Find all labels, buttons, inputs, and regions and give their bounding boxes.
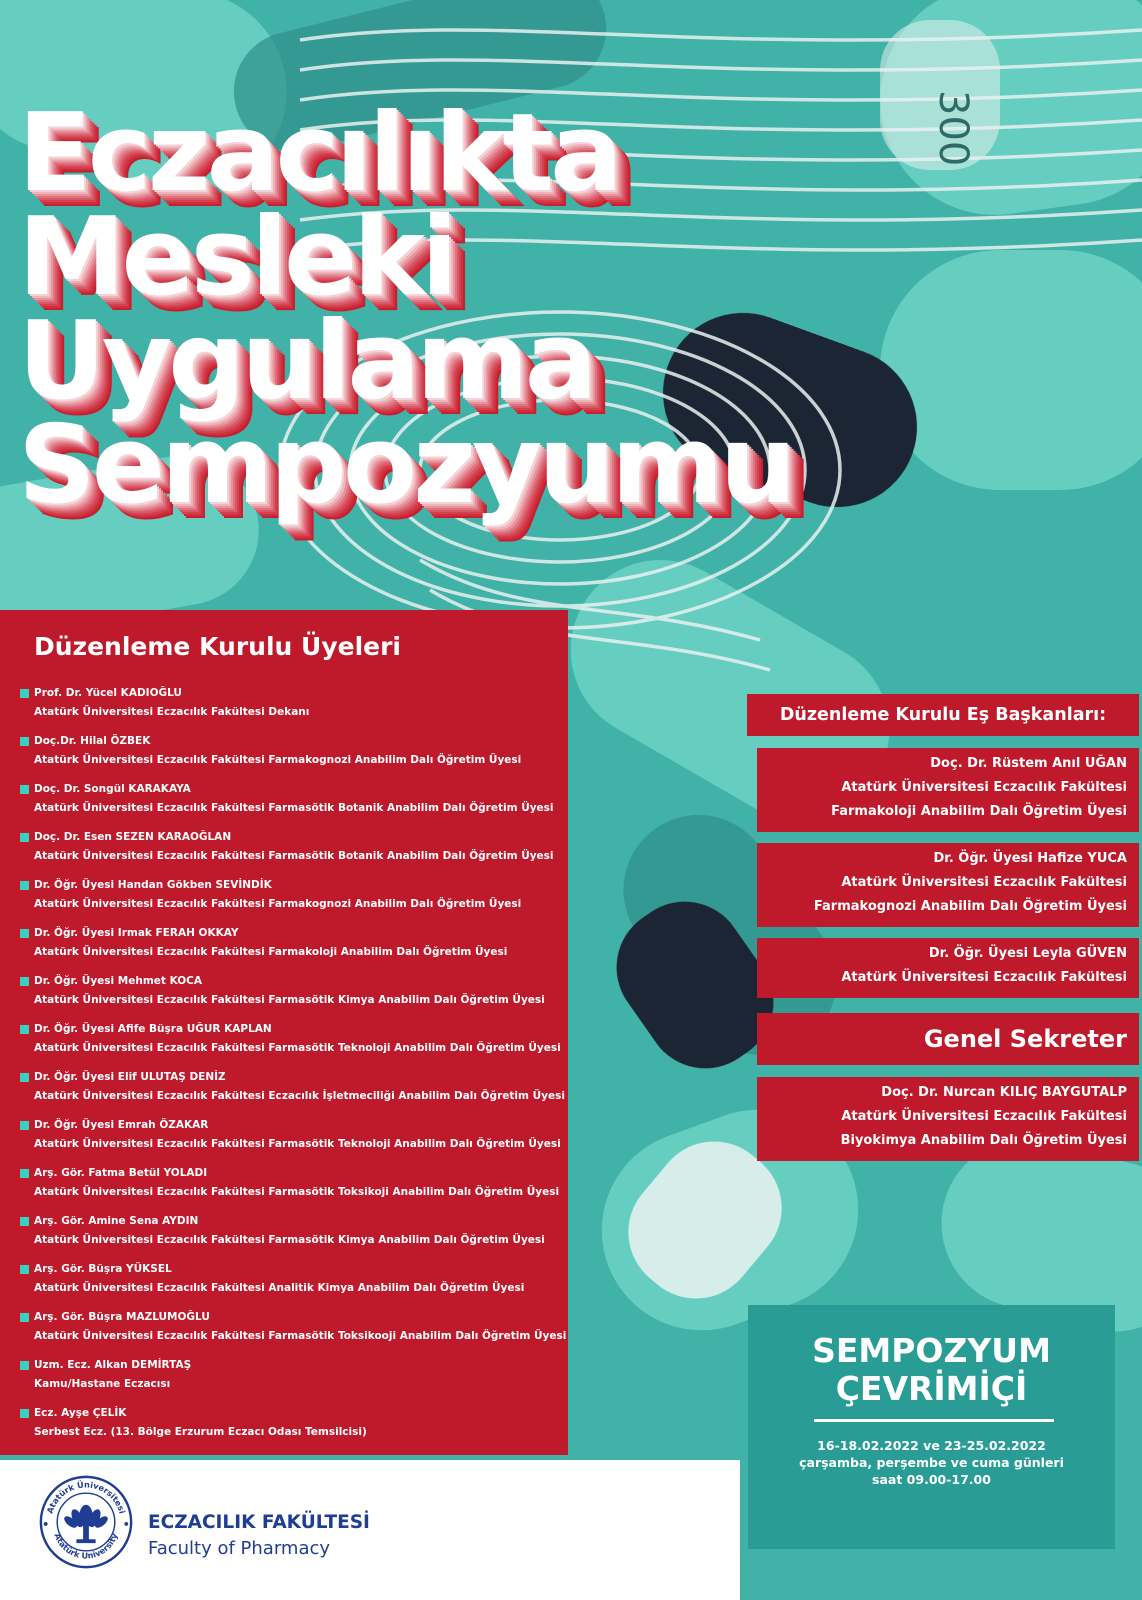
faculty-name-turkish: ECZACILIK FAKÜLTESİ (148, 1512, 370, 1533)
member-name: Arş. Gör. Amine Sena AYDIN (34, 1215, 199, 1227)
svg-text:300: 300 (930, 90, 976, 167)
member-name: Ecz. Ayşe ÇELİK (34, 1407, 127, 1419)
general-secretary-heading (757, 1013, 1139, 1065)
divider (814, 1419, 1054, 1422)
co-chair-name: Dr. Öğr. Üyesi Leyla GÜVEN (928, 946, 1127, 961)
co-chair-affiliation: Atatürk Üniversitesi Eczacılık Fakültesi (841, 970, 1127, 985)
organizing-committee-heading: Düzenleme Kurulu Üyeleri (34, 632, 401, 661)
member-affiliation: Kamu/Hastane Eczacısı (34, 1378, 171, 1390)
member-affiliation: Atatürk Üniversitesi Eczacılık Fakültesi Farmasötik Kimya Anabilim Dalı Öğretim Üyesi (34, 1234, 545, 1246)
seal-text-bottom: Atatürk University (52, 1531, 120, 1561)
member-name: Dr. Öğr. Üyesi Elif ULUTAŞ DENİZ (34, 1071, 226, 1083)
member-affiliation: Atatürk Üniversitesi Eczacılık Fakültesi Farmasötik Teknoloji Anabilim Dalı Öğretim Üyesi (34, 1138, 561, 1150)
member-affiliation: Atatürk Üniversitesi Eczacılık Fakültesi Farmasötik Teknoloji Anabilim Dalı Öğretim Üyesi (34, 1042, 561, 1054)
co-chair-box (757, 843, 1139, 927)
bullet-square-icon (20, 977, 29, 986)
bullet-square-icon (20, 1121, 29, 1130)
member-affiliation: Atatürk Üniversitesi Eczacılık Fakültesi Farmasötik Toksikoji Anabilim Dalı Öğretim Üyesi (34, 1186, 560, 1198)
co-chair-name: Dr. Öğr. Üyesi Hafize YUCA (933, 851, 1127, 866)
member-name: Dr. Öğr. Üyesi Irmak FERAH OKKAY (34, 927, 239, 939)
co-chair-box (757, 748, 1139, 832)
member-affiliation: Atatürk Üniversitesi Eczacılık Fakültesi Eczacılık İşletmeciliği Anabilim Dalı Öğretim Üyesi (34, 1090, 565, 1102)
general-secretary-heading-text: Genel Sekreter (923, 1025, 1127, 1053)
online-title-line-1: SEMPOZYUM (812, 1331, 1051, 1370)
member-affiliation: Atatürk Üniversitesi Eczacılık Fakültesi Farmakognozi Anabilim Dalı Öğretim Üyesi (34, 898, 522, 910)
poster-title (18, 91, 958, 540)
bullet-square-icon (20, 1217, 29, 1226)
member-name: Dr. Öğr. Üyesi Handan Gökben SEVİNDİK (34, 879, 272, 891)
member-name: Doç.Dr. Hilal ÖZBEK (34, 735, 151, 747)
member-name: Dr. Öğr. Üyesi Afife Büşra UĞUR KAPLAN (34, 1023, 272, 1035)
co-chair-department: Farmakognozi Anabilim Dalı Öğretim Üyesi (813, 899, 1127, 914)
title-line-4: Sempozyumu (18, 403, 793, 528)
general-secretary-department: Biyokimya Anabilim Dalı Öğretim Üyesi (840, 1133, 1127, 1148)
member-name: Uzm. Ecz. Alkan DEMİRTAŞ (34, 1359, 192, 1371)
member-name: Arş. Gör. Büşra YÜKSEL (34, 1263, 172, 1275)
member-name: Arş. Gör. Fatma Betül YOLADI (34, 1167, 208, 1179)
bullet-square-icon (20, 1313, 29, 1322)
member-name: Arş. Gör. Büşra MAZLUMOĞLU (34, 1311, 210, 1323)
bullet-square-icon (20, 737, 29, 746)
member-name: Prof. Dr. Yücel KADIOĞLU (34, 687, 182, 699)
online-title-line-2: ÇEVRİMİÇİ (835, 1369, 1028, 1408)
footer (0, 1460, 740, 1600)
event-days: çarşamba, perşembe ve cuma günleri (799, 1455, 1064, 1470)
title-line-3: Uygulama (18, 299, 594, 424)
co-chair-name: Doç. Dr. Rüstem Anıl UĞAN (930, 756, 1127, 771)
online-symposium-box (748, 1305, 1115, 1549)
bullet-square-icon (20, 833, 29, 842)
faculty-name-english: Faculty of Pharmacy (148, 1538, 331, 1559)
event-schedule (748, 1437, 1115, 1488)
member-affiliation: Atatürk Üniversitesi Eczacılık Fakültesi Farmasötik Toksikooji Anabilim Dalı Öğretim Üyesi (34, 1330, 567, 1342)
university-seal-icon (38, 1474, 134, 1570)
member-affiliation: Atatürk Üniversitesi Eczacılık Fakültesi Analitik Kimya Anabilim Dalı Öğretim Üyesi (34, 1282, 525, 1294)
member-affiliation: Atatürk Üniversitesi Eczacılık Fakültesi Farmakognozi Anabilim Dalı Öğretim Üyesi (34, 754, 522, 766)
bullet-square-icon (20, 1073, 29, 1082)
member-affiliation: Atatürk Üniversitesi Eczacılık Fakültesi Farmakoloji Anabilim Dalı Öğretim Üyesi (34, 946, 508, 958)
bullet-square-icon (20, 689, 29, 698)
general-secretary-box (757, 1077, 1139, 1161)
organizing-committee-panel (0, 610, 568, 1455)
title-line-1: Eczacılıkta (18, 91, 619, 216)
event-hours: saat 09.00-17.00 (872, 1472, 991, 1487)
member-affiliation: Atatürk Üniversitesi Eczacılık Fakültesi Farmasötik Kimya Anabilim Dalı Öğretim Üyesi (34, 994, 545, 1006)
member-name: Dr. Öğr. Üyesi Emrah ÖZAKAR (34, 1119, 209, 1131)
bullet-square-icon (20, 785, 29, 794)
bullet-square-icon (20, 1361, 29, 1370)
title-line-2: Mesleki (18, 195, 455, 320)
general-secretary-name: Doç. Dr. Nurcan KILIÇ BAYGUTALP (881, 1085, 1127, 1100)
seal-text-top: Atatürk Üniversitesi (44, 1479, 128, 1515)
bullet-square-icon (20, 881, 29, 890)
member-affiliation: Atatürk Üniversitesi Eczacılık Fakültesi Dekanı (34, 706, 310, 718)
general-secretary-affiliation: Atatürk Üniversitesi Eczacılık Fakültesi (841, 1109, 1127, 1124)
co-chair-affiliation: Atatürk Üniversitesi Eczacılık Fakültesi (841, 780, 1127, 795)
event-dates: 16-18.02.2022 ve 23-25.02.2022 (817, 1438, 1046, 1453)
member-name: Doç. Dr. Songül KARAKAYA (34, 783, 191, 795)
member-affiliation: Atatürk Üniversitesi Eczacılık Fakültesi Farmasötik Botanik Anabilim Dalı Öğretim Üyesi (34, 850, 554, 862)
bullet-square-icon (20, 929, 29, 938)
member-affiliation: Serbest Ecz. (13. Bölge Erzurum Eczacı Odası Temsilcisi) (34, 1426, 367, 1438)
co-chair-box (757, 938, 1139, 998)
co-chair-affiliation: Atatürk Üniversitesi Eczacılık Fakültesi (841, 875, 1127, 890)
member-name: Doç. Dr. Esen SEZEN KARAOĞLAN (34, 831, 232, 843)
bullet-square-icon (20, 1265, 29, 1274)
member-name: Dr. Öğr. Üyesi Mehmet KOCA (34, 975, 203, 987)
bullet-square-icon (20, 1169, 29, 1178)
bullet-square-icon (20, 1409, 29, 1418)
co-chair-department: Farmakoloji Anabilim Dalı Öğretim Üyesi (831, 804, 1127, 819)
member-affiliation: Atatürk Üniversitesi Eczacılık Fakültesi Farmasötik Botanik Anabilim Dalı Öğretim Üyesi (34, 802, 554, 814)
bullet-square-icon (20, 1025, 29, 1034)
co-chairs-heading: Düzenleme Kurulu Eş Başkanları: (747, 694, 1139, 736)
